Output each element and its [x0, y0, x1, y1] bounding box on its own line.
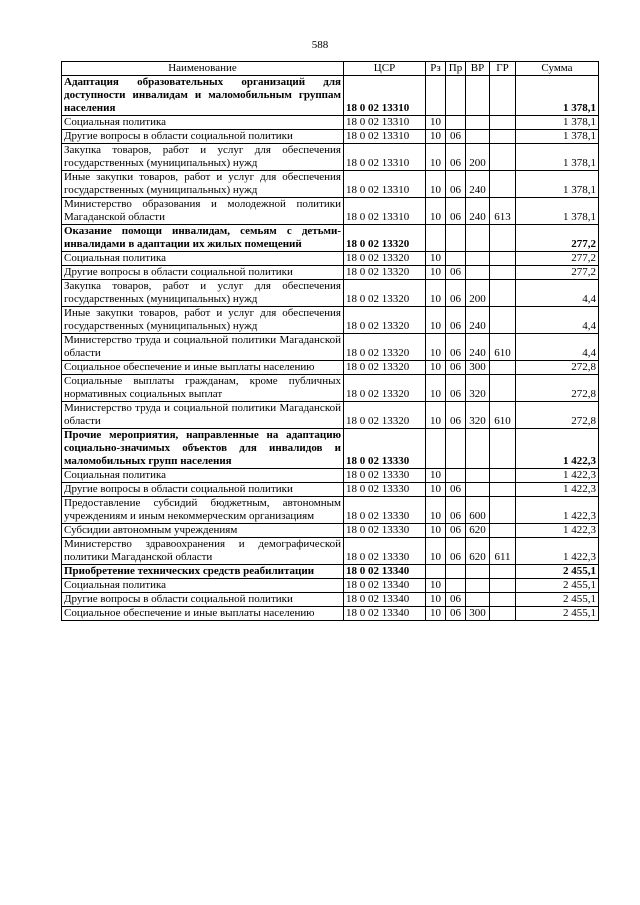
- cell-name: Социальная политика: [62, 469, 344, 483]
- cell-csr: 18 0 02 13330: [344, 429, 426, 469]
- table-row: [62, 198, 599, 225]
- cell-csr: 18 0 02 13320: [344, 375, 426, 402]
- cell-gr: [490, 469, 516, 483]
- cell-gr: [490, 361, 516, 375]
- cell-csr: 18 0 02 13320: [344, 280, 426, 307]
- cell-sum: 277,2: [516, 252, 599, 266]
- cell-vr: 620: [466, 524, 490, 538]
- cell-vr: 240: [466, 171, 490, 198]
- cell-rz: 10: [426, 361, 446, 375]
- cell-gr: [490, 593, 516, 607]
- cell-name: Прочие мероприятия, направленные на адаптацию социально-значимых объектов для инвалидов и маломобильных групп населения: [62, 429, 344, 469]
- table-row: [62, 497, 599, 524]
- cell-rz: 10: [426, 538, 446, 565]
- cell-gr: [490, 579, 516, 593]
- cell-vr: 200: [466, 144, 490, 171]
- cell-sum: 277,2: [516, 266, 599, 280]
- table-row: [62, 225, 599, 252]
- cell-sum: 2 455,1: [516, 565, 599, 579]
- cell-name: Субсидии автономным учреждениям: [62, 524, 344, 538]
- cell-pr: 06: [446, 334, 466, 361]
- cell-csr: 18 0 02 13310: [344, 171, 426, 198]
- cell-rz: 10: [426, 497, 446, 524]
- cell-pr: 06: [446, 130, 466, 144]
- cell-rz: 10: [426, 607, 446, 621]
- table-row: [62, 538, 599, 565]
- cell-vr: 620: [466, 538, 490, 565]
- table-row: [62, 565, 599, 579]
- cell-sum: 1 378,1: [516, 198, 599, 225]
- table-row: [62, 266, 599, 280]
- cell-sum: 2 455,1: [516, 607, 599, 621]
- cell-csr: 18 0 02 13340: [344, 593, 426, 607]
- table-row: [62, 579, 599, 593]
- cell-vr: 200: [466, 280, 490, 307]
- cell-vr: 320: [466, 375, 490, 402]
- cell-vr: 240: [466, 198, 490, 225]
- cell-rz: [426, 565, 446, 579]
- cell-gr: [490, 497, 516, 524]
- cell-pr: [446, 225, 466, 252]
- cell-pr: [446, 116, 466, 130]
- cell-gr: 611: [490, 538, 516, 565]
- table-row: [62, 469, 599, 483]
- table-row: [62, 334, 599, 361]
- cell-name: Министерство труда и социальной политики Магаданской области: [62, 334, 344, 361]
- header-gr: ГР: [490, 62, 516, 76]
- cell-sum: 4,4: [516, 307, 599, 334]
- cell-sum: 1 422,3: [516, 483, 599, 497]
- cell-vr: 240: [466, 334, 490, 361]
- cell-name: Оказание помощи инвалидам, семьям с детьми-инвалидами в адаптации их жилых помещений: [62, 225, 344, 252]
- cell-pr: 06: [446, 375, 466, 402]
- cell-vr: [466, 565, 490, 579]
- cell-rz: 10: [426, 171, 446, 198]
- cell-name: Министерство образования и молодежной политики Магаданской области: [62, 198, 344, 225]
- cell-gr: [490, 266, 516, 280]
- cell-sum: 1 378,1: [516, 144, 599, 171]
- header-name: Наименование: [62, 62, 344, 76]
- cell-vr: [466, 252, 490, 266]
- cell-gr: [490, 130, 516, 144]
- cell-rz: 10: [426, 402, 446, 429]
- cell-csr: 18 0 02 13330: [344, 469, 426, 483]
- cell-csr: 18 0 02 13310: [344, 130, 426, 144]
- cell-gr: [490, 565, 516, 579]
- table-row: [62, 307, 599, 334]
- table-row: [62, 252, 599, 266]
- table-body: [62, 76, 599, 621]
- cell-sum: 1 378,1: [516, 116, 599, 130]
- cell-vr: [466, 225, 490, 252]
- cell-gr: [490, 375, 516, 402]
- cell-rz: 10: [426, 524, 446, 538]
- cell-pr: 06: [446, 144, 466, 171]
- cell-sum: 2 455,1: [516, 579, 599, 593]
- cell-gr: [490, 280, 516, 307]
- cell-csr: 18 0 02 13330: [344, 524, 426, 538]
- cell-name: Министерство здравоохранения и демографической политики Магаданской области: [62, 538, 344, 565]
- cell-name: Закупка товаров, работ и услуг для обеспечения государственных (муниципальных) нужд: [62, 144, 344, 171]
- cell-csr: 18 0 02 13340: [344, 579, 426, 593]
- cell-vr: [466, 76, 490, 116]
- page-number: 588: [311, 39, 329, 51]
- cell-name: Иные закупки товаров, работ и услуг для обеспечения государственных (муниципальных) нужд: [62, 307, 344, 334]
- cell-csr: 18 0 02 13320: [344, 334, 426, 361]
- cell-gr: 613: [490, 198, 516, 225]
- cell-pr: 06: [446, 497, 466, 524]
- cell-gr: [490, 171, 516, 198]
- cell-name: Иные закупки товаров, работ и услуг для обеспечения государственных (муниципальных) нужд: [62, 171, 344, 198]
- cell-name: Предоставление субсидий бюджетным, автономным учреждениям и иным некоммерческим организациям: [62, 497, 344, 524]
- table-row: [62, 116, 599, 130]
- cell-name: Другие вопросы в области социальной политики: [62, 130, 344, 144]
- table-row: [62, 130, 599, 144]
- cell-pr: 06: [446, 361, 466, 375]
- cell-vr: 300: [466, 361, 490, 375]
- cell-name: Другие вопросы в области социальной политики: [62, 593, 344, 607]
- table-row: [62, 607, 599, 621]
- cell-sum: 1 422,3: [516, 524, 599, 538]
- cell-pr: [446, 579, 466, 593]
- cell-pr: 06: [446, 593, 466, 607]
- cell-vr: [466, 579, 490, 593]
- cell-rz: [426, 429, 446, 469]
- cell-csr: 18 0 02 13330: [344, 497, 426, 524]
- table-row: [62, 429, 599, 469]
- cell-vr: 240: [466, 307, 490, 334]
- cell-sum: 1 378,1: [516, 130, 599, 144]
- cell-pr: [446, 76, 466, 116]
- table-row: [62, 524, 599, 538]
- cell-csr: 18 0 02 13310: [344, 198, 426, 225]
- header-vr: ВР: [466, 62, 490, 76]
- cell-pr: 06: [446, 307, 466, 334]
- cell-sum: 1 378,1: [516, 76, 599, 116]
- cell-name: Социальные выплаты гражданам, кроме публичных нормативных социальных выплат: [62, 375, 344, 402]
- cell-csr: 18 0 02 13320: [344, 225, 426, 252]
- cell-pr: 06: [446, 402, 466, 429]
- cell-rz: 10: [426, 266, 446, 280]
- header-sum: Сумма: [516, 62, 599, 76]
- cell-name: Приобретение технических средств реабилитации: [62, 565, 344, 579]
- cell-vr: 600: [466, 497, 490, 524]
- table-row: [62, 76, 599, 116]
- cell-sum: 1 422,3: [516, 497, 599, 524]
- cell-pr: 06: [446, 607, 466, 621]
- cell-sum: 1 422,3: [516, 538, 599, 565]
- cell-csr: 18 0 02 13320: [344, 361, 426, 375]
- cell-rz: 10: [426, 198, 446, 225]
- cell-name: Социальное обеспечение и иные выплаты населению: [62, 607, 344, 621]
- cell-name: Адаптация образовательных организаций для доступности инвалидам и маломобильным группам населения: [62, 76, 344, 116]
- cell-sum: 1 378,1: [516, 171, 599, 198]
- cell-gr: [490, 225, 516, 252]
- table-row: [62, 483, 599, 497]
- cell-name: Социальная политика: [62, 252, 344, 266]
- table-row: [62, 361, 599, 375]
- table-row: [62, 375, 599, 402]
- cell-gr: [490, 144, 516, 171]
- cell-rz: 10: [426, 579, 446, 593]
- cell-gr: [490, 607, 516, 621]
- cell-pr: 06: [446, 538, 466, 565]
- cell-gr: 610: [490, 334, 516, 361]
- table-row: [62, 280, 599, 307]
- cell-vr: [466, 429, 490, 469]
- cell-rz: 10: [426, 144, 446, 171]
- header-rz: Рз: [426, 62, 446, 76]
- cell-sum: 272,8: [516, 402, 599, 429]
- cell-csr: 18 0 02 13340: [344, 607, 426, 621]
- cell-pr: 06: [446, 280, 466, 307]
- table-row: [62, 593, 599, 607]
- cell-sum: 272,8: [516, 375, 599, 402]
- cell-csr: 18 0 02 13320: [344, 252, 426, 266]
- cell-name: Социальная политика: [62, 116, 344, 130]
- cell-gr: [490, 252, 516, 266]
- cell-sum: 277,2: [516, 225, 599, 252]
- cell-pr: 06: [446, 524, 466, 538]
- budget-table: [61, 61, 599, 621]
- cell-gr: [490, 524, 516, 538]
- cell-rz: 10: [426, 593, 446, 607]
- cell-csr: 18 0 02 13310: [344, 76, 426, 116]
- cell-rz: 10: [426, 375, 446, 402]
- cell-pr: 06: [446, 171, 466, 198]
- cell-rz: 10: [426, 483, 446, 497]
- cell-vr: [466, 469, 490, 483]
- cell-csr: 18 0 02 13330: [344, 538, 426, 565]
- cell-name: Закупка товаров, работ и услуг для обеспечения государственных (муниципальных) нужд: [62, 280, 344, 307]
- header-pr: Пр: [446, 62, 466, 76]
- cell-gr: 610: [490, 402, 516, 429]
- table-row: [62, 171, 599, 198]
- cell-sum: 2 455,1: [516, 593, 599, 607]
- table-row: [62, 402, 599, 429]
- cell-vr: [466, 130, 490, 144]
- cell-vr: [466, 266, 490, 280]
- cell-csr: 18 0 02 13330: [344, 483, 426, 497]
- cell-pr: 06: [446, 198, 466, 225]
- cell-sum: 4,4: [516, 280, 599, 307]
- cell-csr: 18 0 02 13310: [344, 144, 426, 171]
- cell-pr: 06: [446, 266, 466, 280]
- cell-rz: 10: [426, 252, 446, 266]
- cell-gr: [490, 307, 516, 334]
- cell-gr: [490, 483, 516, 497]
- cell-sum: 1 422,3: [516, 469, 599, 483]
- cell-rz: 10: [426, 334, 446, 361]
- cell-vr: 300: [466, 607, 490, 621]
- cell-pr: [446, 565, 466, 579]
- cell-rz: 10: [426, 280, 446, 307]
- header-csr: ЦСР: [344, 62, 426, 76]
- cell-csr: 18 0 02 13340: [344, 565, 426, 579]
- table-row: [62, 144, 599, 171]
- header-row: [62, 62, 599, 76]
- cell-rz: [426, 225, 446, 252]
- cell-sum: 4,4: [516, 334, 599, 361]
- cell-name: Социальное обеспечение и иные выплаты населению: [62, 361, 344, 375]
- cell-rz: [426, 76, 446, 116]
- cell-pr: [446, 469, 466, 483]
- cell-name: Социальная политика: [62, 579, 344, 593]
- cell-pr: 06: [446, 483, 466, 497]
- cell-vr: [466, 593, 490, 607]
- cell-pr: [446, 429, 466, 469]
- cell-sum: 272,8: [516, 361, 599, 375]
- cell-vr: [466, 116, 490, 130]
- cell-rz: 10: [426, 130, 446, 144]
- cell-vr: [466, 483, 490, 497]
- cell-rz: 10: [426, 116, 446, 130]
- cell-gr: [490, 116, 516, 130]
- cell-sum: 1 422,3: [516, 429, 599, 469]
- cell-vr: 320: [466, 402, 490, 429]
- cell-name: Другие вопросы в области социальной политики: [62, 266, 344, 280]
- cell-gr: [490, 76, 516, 116]
- cell-csr: 18 0 02 13320: [344, 266, 426, 280]
- cell-csr: 18 0 02 13320: [344, 402, 426, 429]
- cell-gr: [490, 429, 516, 469]
- cell-rz: 10: [426, 307, 446, 334]
- cell-name: Другие вопросы в области социальной политики: [62, 483, 344, 497]
- cell-csr: 18 0 02 13320: [344, 307, 426, 334]
- cell-name: Министерство труда и социальной политики Магаданской области: [62, 402, 344, 429]
- cell-csr: 18 0 02 13310: [344, 116, 426, 130]
- cell-rz: 10: [426, 469, 446, 483]
- cell-pr: [446, 252, 466, 266]
